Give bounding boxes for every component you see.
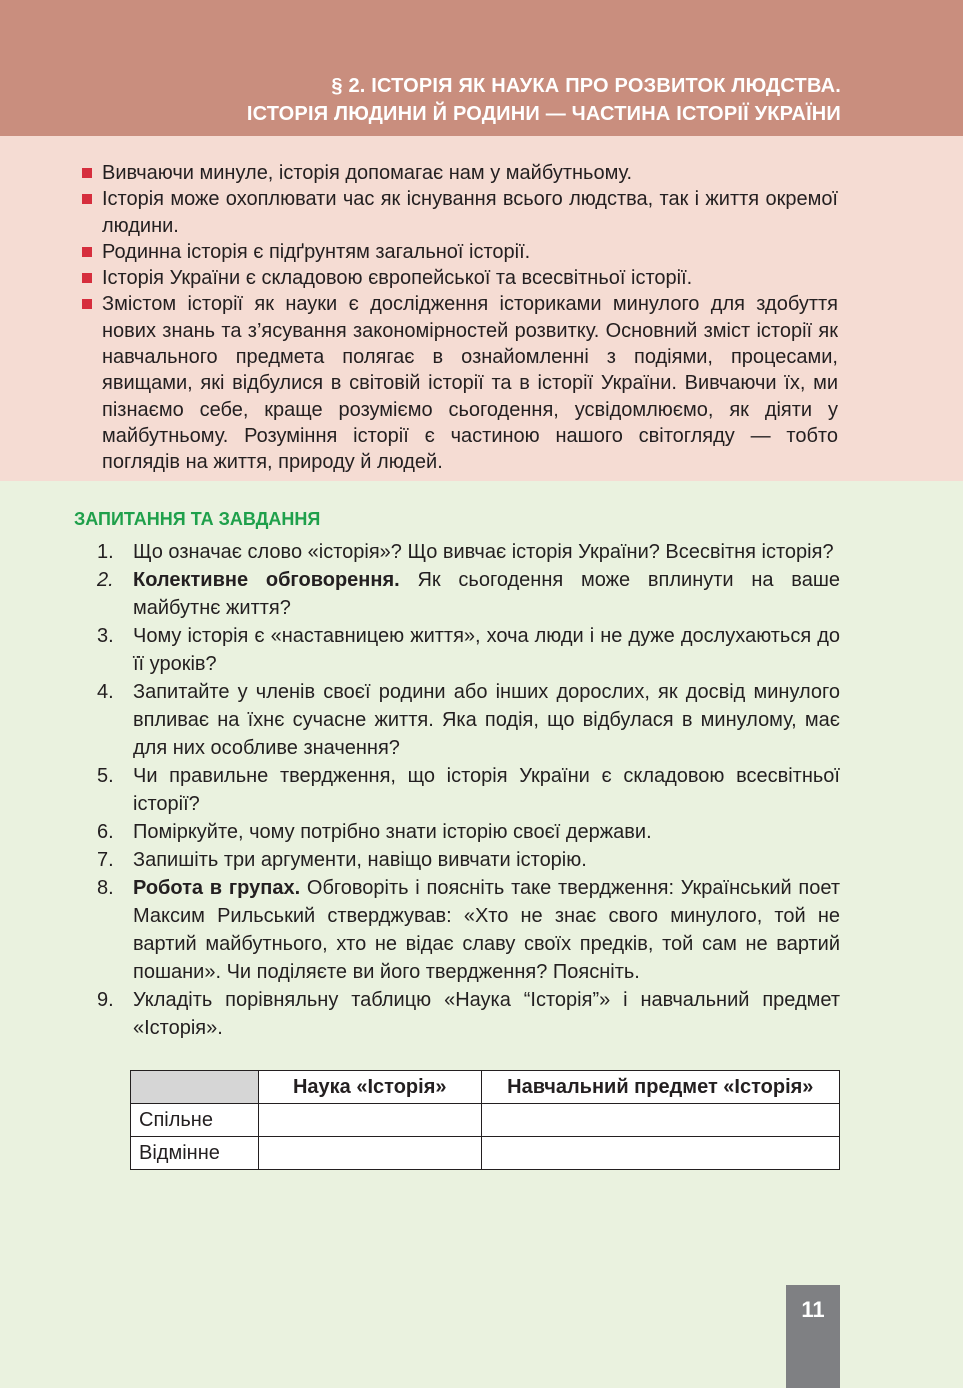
question-bold-lead: Колективне обговорення. xyxy=(133,569,400,591)
question-item xyxy=(94,678,840,762)
questions-heading: ЗАПИТАННЯ ТА ЗАВДАННЯ xyxy=(74,509,321,529)
question-item xyxy=(94,874,840,986)
chapter-header xyxy=(0,0,963,136)
square-bullet-icon xyxy=(82,194,92,204)
page-number: 11 xyxy=(801,1297,825,1322)
table-cell xyxy=(258,1104,481,1137)
question-text: Запишіть три аргументи, навіщо вивчати історію. xyxy=(133,849,587,871)
table-row xyxy=(131,1137,840,1170)
summary-item xyxy=(82,239,838,265)
question-number: 7. xyxy=(97,849,114,871)
question-item xyxy=(94,986,840,1042)
question-number: 9. xyxy=(97,989,114,1011)
table-header-cell: Наука «Історія» xyxy=(258,1071,481,1104)
question-item xyxy=(94,538,840,566)
summary-item-text: Вивчаючи минуле, історія допомагає нам у майбутньому. xyxy=(102,162,633,184)
question-text: Укладіть порівняльну таблицю «Наука “Історія”» і навчальний предмет «Історія». xyxy=(133,989,840,1039)
square-bullet-icon xyxy=(82,273,92,283)
question-bold-lead: Робота в групах. xyxy=(133,877,301,899)
question-item xyxy=(94,762,840,818)
question-item xyxy=(94,566,840,622)
question-number: 6. xyxy=(97,821,114,843)
comparison-table xyxy=(130,1070,840,1170)
summary-list xyxy=(82,160,838,476)
question-text: Обговоріть і поясніть таке твердження: Український поет Максим Рильський стверджував: «Хто не знає свого минулого, той не вартий майбутнього, хто не відає славу своїх предків, той сам не вартий пошани». Чи поділяєте ви його твердження? Поясніть. xyxy=(133,877,840,983)
summary-item-text: Родинна історія є підґрунтям загальної історії. xyxy=(102,240,531,263)
question-item xyxy=(94,818,840,846)
questions-list xyxy=(94,538,840,1042)
chapter-title-line-2: ІСТОРІЯ ЛЮДИНИ Й РОДИНИ — ЧАСТИНА ІСТОРІЇ УКРАЇНИ xyxy=(246,103,841,125)
question-number: 2. xyxy=(97,569,114,591)
table-cell xyxy=(258,1137,481,1170)
question-item xyxy=(94,846,840,874)
summary-item xyxy=(82,291,838,475)
summary-item-text: Змістом історії як науки є дослідження істориками минулого для здобуття нових знань та з’ясування закономірностей розвитку. Основний зміст історії як навчального предмета полягає в ознайомленні з подіями, процесами, явищами, які відбулися в світовій історії та в історії України. Вивчаючи їх, ми пізнаємо себе, краще розуміємо сьогодення, усвідомлюємо, як діяти у майбутньому. Розуміння історії є частиною нашого світогляду — тобто поглядів на життя, природу й людей. xyxy=(102,293,838,474)
question-text: Чи правильне твердження, що історія України є складовою всесвітньої історії? xyxy=(133,765,840,815)
question-number: 8. xyxy=(97,877,114,899)
table-header-row xyxy=(131,1071,840,1104)
table-cell xyxy=(481,1137,839,1170)
question-number: 4. xyxy=(97,681,114,703)
question-number: 3. xyxy=(97,625,114,647)
summary-item-text: Історія може охоплювати час як існування всього людства, так і життя окремої людини. xyxy=(102,188,838,237)
summary-item xyxy=(82,265,838,291)
table-row-label: Відмінне xyxy=(131,1137,259,1170)
table-header-cell xyxy=(131,1071,259,1104)
question-text: Що означає слово «історія»? Що вивчає історія України? Всесвітня історія? xyxy=(133,541,834,563)
page-number-tab xyxy=(786,1285,840,1388)
chapter-title-line-1: § 2. ІСТОРІЯ ЯК НАУКА ПРО РОЗВИТОК ЛЮДСТВА. xyxy=(331,75,841,97)
square-bullet-icon xyxy=(82,247,92,257)
table-cell xyxy=(481,1104,839,1137)
question-text: Чому історія є «наставницею життя», хоча люди і не дуже дослухаються до її уроків? xyxy=(133,625,840,675)
question-number: 5. xyxy=(97,765,114,787)
square-bullet-icon xyxy=(82,168,92,178)
table-row xyxy=(131,1104,840,1137)
question-text: Як сьогодення може вплинути на ваше майбутнє життя? xyxy=(133,569,840,619)
question-text: Поміркуйте, чому потрібно знати історію своєї держави. xyxy=(133,821,652,843)
question-number: 1. xyxy=(97,541,114,563)
chapter-title xyxy=(247,72,841,128)
summary-item xyxy=(82,186,838,239)
square-bullet-icon xyxy=(82,299,92,309)
question-item xyxy=(94,622,840,678)
summary-item xyxy=(82,160,838,186)
question-text: Запитайте у членів своєї родини або інших дорослих, як досвід минулого впливає на їхнє сучасне життя. Яка подія, що відбулася в минулому, має для них особливе значення? xyxy=(133,681,840,759)
summary-item-text: Історія України є складовою європейської та всесвітньої історії. xyxy=(102,267,693,290)
table-row-label: Спільне xyxy=(131,1104,259,1137)
table-header-cell: Навчальний предмет «Історія» xyxy=(481,1071,839,1104)
